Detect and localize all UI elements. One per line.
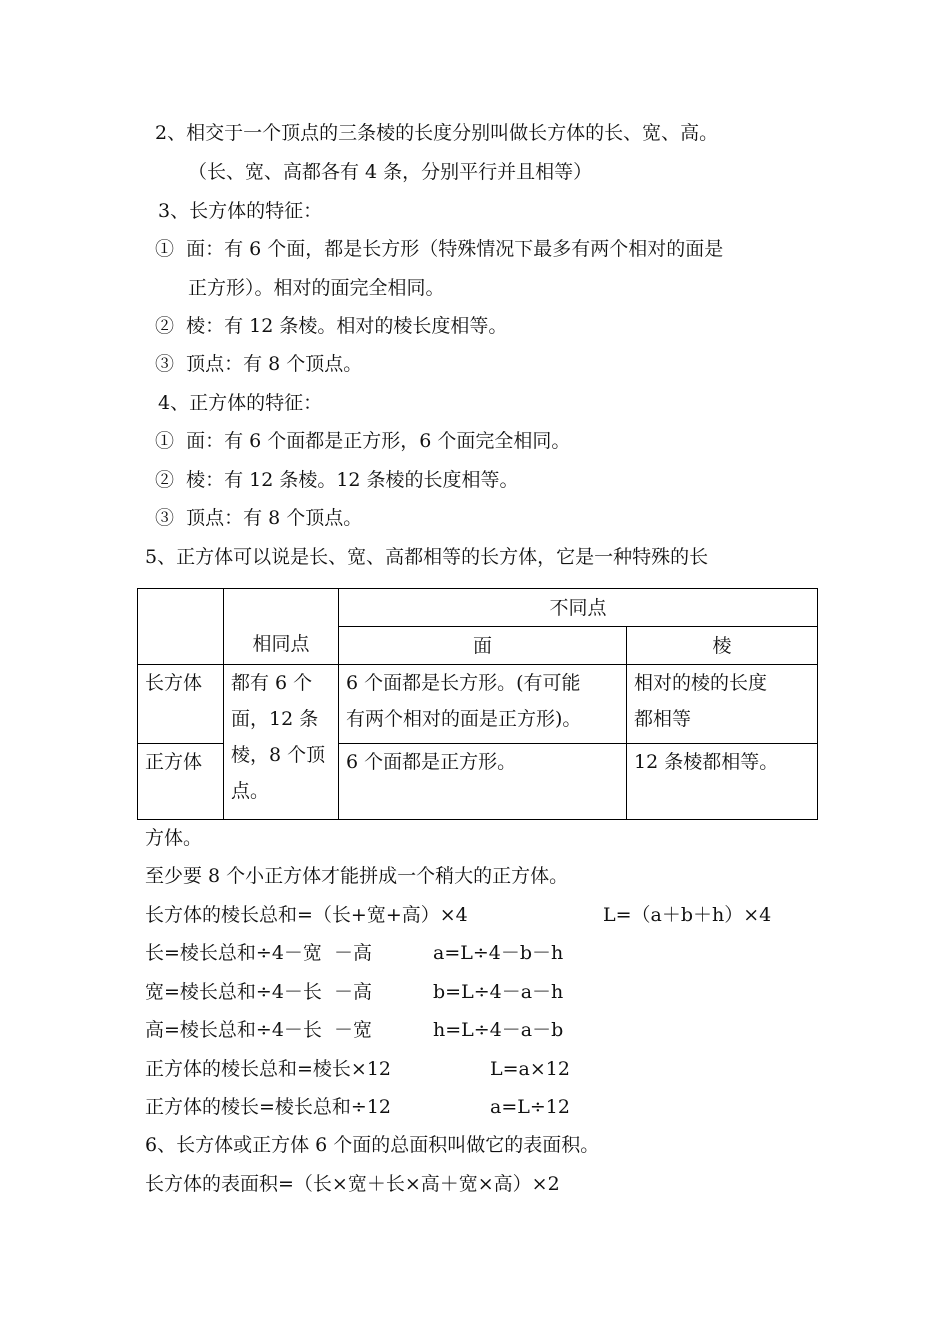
text-line: ① 面：有 6 个面，都是长方形（特殊情况下最多有两个相对的面是 xyxy=(155,238,724,260)
cell-text-line: 6 个面都是长方形。(有可能 xyxy=(346,672,581,695)
cuboid-edge-cell xyxy=(627,665,818,743)
header-edge: 棱 xyxy=(712,634,732,657)
section-heading: 5、正方体可以说是长、宽、高都相等的长方体，它是一种特殊的长 xyxy=(145,546,709,568)
formula-text: 正方体的棱长总和=棱长×12 xyxy=(145,1058,392,1080)
row-label-cuboid xyxy=(138,665,224,743)
formula-symbol: b=L÷4－a－h xyxy=(433,981,564,1003)
formula-text: 宽=棱长总和÷4－长 －高 xyxy=(145,981,373,1003)
cell-text-line: 相对的棱的长度 xyxy=(634,672,768,695)
row-label-cube xyxy=(138,743,224,819)
text-line: ② 棱：有 12 条棱。相对的棱长度相等。 xyxy=(155,315,508,337)
same-text-line: 棱，8 个顶 xyxy=(231,744,326,767)
cell-text-line: 都相等 xyxy=(634,708,692,731)
cuboid-face-cell xyxy=(339,665,627,743)
cube-edge-cell xyxy=(627,743,818,819)
cube-face-cell xyxy=(339,743,627,819)
header-same-cell xyxy=(224,589,339,665)
text-line: ② 棱：有 12 条棱。12 条棱的长度相等。 xyxy=(155,469,519,491)
text-line: ① 面：有 6 个面都是正方形，6 个面完全相同。 xyxy=(155,430,571,452)
table-corner-cell xyxy=(138,589,224,665)
formula-symbol: h=L÷4－a－b xyxy=(433,1019,564,1041)
formula-symbol: L=a×12 xyxy=(490,1058,570,1080)
cell-text-line: 6 个面都是正方形。 xyxy=(346,750,517,773)
row-label-text: 长方体 xyxy=(145,672,203,695)
row-label-text: 正方体 xyxy=(145,750,203,773)
section-heading: 6、长方体或正方体 6 个面的总面积叫做它的表面积。 xyxy=(145,1134,600,1156)
cell-text-line: 12 条棱都相等。 xyxy=(634,750,779,773)
text-line: ③ 顶点：有 8 个顶点。 xyxy=(155,353,363,375)
text-line: 至少要 8 个小正方体才能拼成一个稍大的正方体。 xyxy=(145,865,569,887)
comparison-table xyxy=(137,588,818,820)
header-diff: 不同点 xyxy=(549,596,607,619)
same-text-line: 都有 6 个 xyxy=(231,672,313,695)
header-face: 面 xyxy=(472,634,492,657)
same-text-line: 面，12 条 xyxy=(231,708,319,731)
formula-text: 长=棱长总和÷4－宽 －高 xyxy=(145,942,373,964)
formula-text: 高=棱长总和÷4－长 －宽 xyxy=(145,1019,373,1041)
section-heading: 4、正方体的特征： xyxy=(158,392,323,414)
text-line: ③ 顶点：有 8 个顶点。 xyxy=(155,507,363,529)
header-diff-cell xyxy=(339,589,818,627)
section-heading: 3、长方体的特征： xyxy=(158,200,323,222)
formula-symbol: L=（a＋b＋h）×4 xyxy=(603,904,772,926)
text-line: 2、相交于一个顶点的三条棱的长度分别叫做长方体的长、宽、高。 xyxy=(155,122,719,144)
formula-text: 长方体的棱长总和=（长+宽+高）×4 xyxy=(145,904,468,926)
cell-text-line: 有两个相对的面是正方形)。 xyxy=(346,708,582,731)
text-line: 正方形）。相对的面完全相同。 xyxy=(188,277,445,299)
header-edge-cell xyxy=(627,627,818,665)
header-same: 相同点 xyxy=(252,633,310,656)
same-text-line: 点。 xyxy=(231,780,270,803)
text-line: （长、宽、高都各有 4 条，分别平行并且相等） xyxy=(188,161,593,183)
formula-text: 长方体的表面积=（长×宽＋长×高＋宽×高）×2 xyxy=(145,1173,560,1195)
formula-symbol: a=L÷12 xyxy=(490,1096,570,1118)
header-face-cell xyxy=(339,627,627,665)
same-points-cell xyxy=(224,665,339,820)
formula-text: 正方体的棱长=棱长总和÷12 xyxy=(145,1096,392,1118)
text-line: 方体。 xyxy=(145,827,203,849)
formula-symbol: a=L÷4－b－h xyxy=(433,942,564,964)
